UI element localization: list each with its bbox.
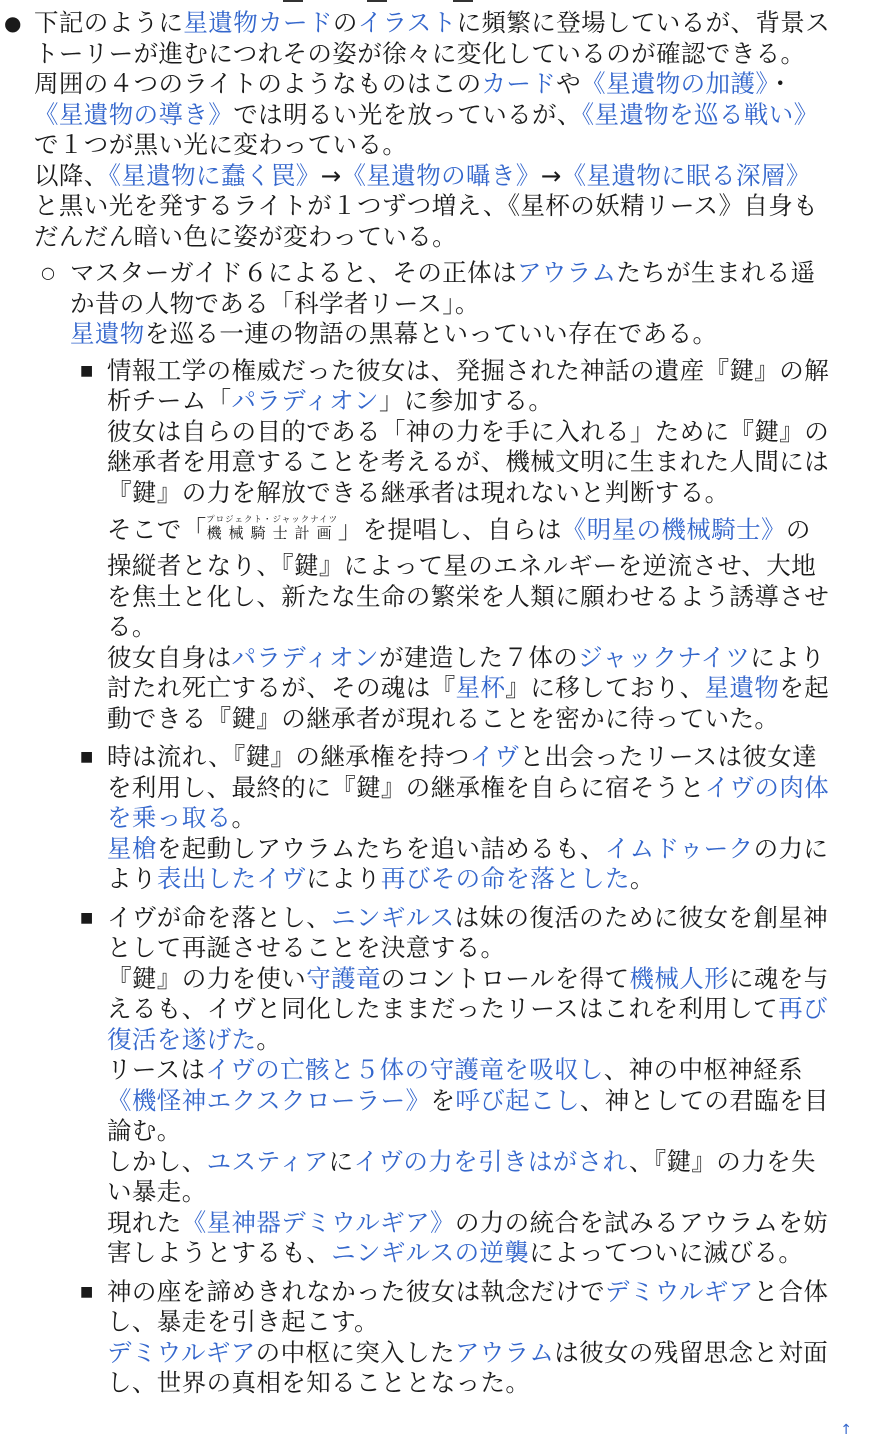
- link-card-kago[interactable]: 《星遺物の加護》: [581, 69, 769, 98]
- link-card[interactable]: カード: [481, 69, 557, 98]
- text-line: し、世界の真相を知ることとなった。: [107, 1368, 531, 1397]
- text-line: 星槍を起動しアウラムたちを追い詰めるも、イムドゥークの力に: [107, 833, 829, 863]
- text-line: 継承者を用意することを考えるが、機械文明に生まれた人間には: [107, 447, 830, 476]
- text-line: い暴走。: [107, 1177, 207, 1206]
- text-line: か昔の人物である「科学者リース」。: [70, 288, 480, 318]
- link-auram[interactable]: アウラム: [516, 258, 617, 287]
- link-seiibutsu-card[interactable]: 星遺物カード: [183, 8, 333, 37]
- link-seiibutsu[interactable]: 星遺物: [70, 319, 145, 348]
- text-line: 害しようとするも、ニンギルスの逆襲によってついに滅びる。: [107, 1238, 804, 1267]
- link-palladion[interactable]: パラディオン: [231, 386, 379, 415]
- clipped-fragment: [367, 0, 387, 2]
- link-seihai[interactable]: 星杯: [455, 673, 506, 702]
- link-futatabi-inochi[interactable]: 再びその命を落とした: [380, 864, 630, 893]
- link-shugoryu[interactable]: 守護竜: [306, 963, 381, 993]
- link-card-sasayaki[interactable]: 《星遺物の囁き》: [341, 160, 541, 190]
- link-demiurgia[interactable]: デミウルギア: [605, 1276, 754, 1306]
- text-line: えるも、イヴと同化したままだったリースはこれを利用して再び: [107, 994, 828, 1023]
- text-line: 『鍵』の力を使い守護竜のコントロールを得て機械人形に魂を与: [107, 963, 829, 993]
- clipped-fragment: [453, 0, 473, 2]
- text-line: デミウルギアの中枢に突入したアウラムは彼女の残留思念と対面: [107, 1337, 829, 1367]
- sub-bullet-item-2: [0, 742, 876, 895]
- link-imduk[interactable]: イムドゥーク: [604, 833, 754, 863]
- text-line: マスターガイド６によると、その正体はアウラムたちが生まれる遥: [70, 258, 816, 287]
- text-line: 析チーム「パラディオン」に参加する。: [107, 386, 554, 415]
- sub-bullet-item-1: [0, 356, 876, 735]
- link-eve-chikara[interactable]: イヴの力を引きはがされ: [353, 1146, 629, 1176]
- text-line: を利用し、最終的に『鍵』の継承権を自らに宿そうとイヴの肉体: [107, 772, 830, 802]
- sub-bullet-item-3: [0, 903, 876, 1269]
- link-eve-body-cont[interactable]: を乗っ取る: [107, 803, 232, 832]
- link-kikai-ningyo[interactable]: 機械人形: [629, 963, 730, 993]
- text-line: 情報工学の権威だった彼女は、発掘された神話の遺産『鍵』の解: [107, 355, 830, 385]
- link-illust[interactable]: イラスト: [357, 8, 457, 37]
- text-line: イヴが命を落とし、ニンギルスは妹の復活のために彼女を創星神: [107, 902, 829, 932]
- link-myojo-kikai-kishi[interactable]: 《明星の機械騎士》: [561, 515, 786, 544]
- square-bullet-icon: ■: [80, 1283, 94, 1300]
- link-card-michibiki[interactable]: 《星遺物の導き》: [34, 99, 234, 129]
- square-bullet-icon: ■: [80, 749, 94, 765]
- link-hyoshutsu-eve[interactable]: 表出したイヴ: [156, 864, 307, 893]
- bullet-item-2: [0, 258, 876, 350]
- text-line: 操縦者となり、『鍵』によって星のエネルギーを逆流させ、大地: [107, 551, 817, 580]
- link-kikaishin-excrawler[interactable]: 《機怪神エクスクローラー》: [107, 1085, 431, 1115]
- link-card-tatakai[interactable]: 《星遺物を巡る戦い》: [581, 99, 819, 129]
- text-line: 動できる『鍵』の継承者が現れることを密かに待っていた。: [107, 703, 780, 733]
- text-line: だんだん暗い色に姿が変わっている。: [34, 221, 458, 251]
- text-line: 《星遺物の導き》では明るい光を放っているが、《星遺物を巡る戦い》: [34, 99, 819, 129]
- text-line: を乗っ取る。: [107, 803, 257, 832]
- link-ningirsu-gyakushu[interactable]: ニンギルスの逆襲: [331, 1238, 530, 1267]
- text-line: 以降、《星遺物に蠢く罠》→《星遺物の囁き》→《星遺物に眠る深層》: [34, 160, 811, 190]
- link-eve-nakigara[interactable]: イヴの亡骸と５体の守護竜を吸収し: [205, 1055, 604, 1084]
- link-demiurgia[interactable]: デミウルギア: [107, 1337, 256, 1367]
- text-line: る。: [107, 612, 157, 641]
- link-palladion[interactable]: パラディオン: [231, 642, 379, 672]
- text-line: トーリーが進むにつれその姿が徐々に変化しているのが確認できる。: [34, 38, 806, 68]
- text-line: より表出したイヴにより再びその命を落とした。: [107, 864, 655, 893]
- text-line: 論む。: [107, 1116, 182, 1145]
- link-eve-body[interactable]: イヴの肉体: [704, 772, 830, 802]
- link-futatabi-fukkatsu-cont[interactable]: 復活を遂げた: [107, 1024, 257, 1054]
- text-line: で１つが黒い光に変わっている。: [34, 130, 408, 159]
- text-line: を焦土と化し、新たな生命の繁栄を人類に願わせるよう誘導させ: [107, 581, 830, 611]
- disc-bullet-icon: ●: [4, 11, 22, 35]
- text-line: 討たれ死亡するが、その魂は『星杯』に移しており、星遺物を起: [107, 673, 830, 702]
- text-line: 周囲の４つのライトのようなものはこのカードや《星遺物の加護》・: [34, 69, 793, 98]
- text-line: 彼女は自らの目的である「神の力を手に入れる」ために『鍵』の: [107, 416, 830, 446]
- link-ustia[interactable]: ユスティア: [206, 1146, 329, 1176]
- text-line: 下記のように星遺物カードのイラストに頻繁に登場しているが、背景ス: [34, 8, 831, 37]
- article-body: [0, 8, 876, 1399]
- link-seiibutsu[interactable]: 星遺物: [704, 673, 780, 702]
- circle-bullet-icon: ○: [41, 263, 55, 282]
- text-line: 《機怪神エクスクローラー》を呼び起こし、神としての君臨を目: [107, 1085, 829, 1115]
- text-line: そこで「機械騎士計画プロジェクト・ジャックナイツ 」を提唱し、自らは《明星の機械騎士》の: [107, 515, 811, 544]
- text-line: リースはイヴの亡骸と５体の守護竜を吸収し、神の中枢神経系: [107, 1055, 803, 1084]
- text-line: 星遺物を巡る一連の物語の黒幕といっていい存在である。: [70, 319, 718, 348]
- link-auram[interactable]: アウラム: [454, 1337, 555, 1367]
- link-yobiokoshi[interactable]: 呼び起こし: [455, 1085, 580, 1115]
- text-line: 彼女自身はパラディオンが建造した７体のジャックナイツにより: [107, 642, 825, 672]
- link-card-shinsou[interactable]: 《星遺物に眠る深層》: [561, 160, 811, 190]
- back-to-top-arrow-icon[interactable]: ↑: [840, 1422, 852, 1438]
- text-line: として再誕させることを決意する。: [107, 933, 506, 962]
- link-seisou[interactable]: 星槍: [107, 833, 157, 863]
- text-line: 『鍵』の力を解放できる継承者は現れないと判断する。: [107, 477, 730, 507]
- square-bullet-icon: ■: [80, 909, 94, 926]
- link-card-wana[interactable]: 《星遺物に蠢く罠》: [108, 160, 321, 190]
- square-bullet-icon: ■: [80, 362, 94, 379]
- link-eve[interactable]: イヴ: [469, 742, 520, 771]
- ruby-term: 機械騎士計画プロジェクト・ジャックナイツ: [206, 515, 339, 542]
- clipped-fragment: [283, 0, 303, 2]
- sub-bullet-item-4: [0, 1277, 876, 1399]
- link-demiurgia-card[interactable]: 《星神器デミウルギア》: [181, 1207, 455, 1237]
- link-ningirsu[interactable]: ニンギルス: [331, 902, 455, 932]
- text-line: し、暴走を引き起こす。: [107, 1307, 379, 1336]
- text-line: と黒い光を発するライトが１つずつ増え、《星杯の妖精リース》自身も: [34, 191, 819, 220]
- text-line: 神の座を諦めきれなかった彼女は執念だけでデミウルギアと合体: [107, 1276, 829, 1306]
- text-line: 現れた《星神器デミウルギア》の力の統合を試みるアウラムを妨: [107, 1207, 829, 1237]
- bullet-item-1: [0, 8, 876, 252]
- text-line: 復活を遂げた。: [107, 1024, 282, 1054]
- link-jackknights[interactable]: ジャックナイツ: [578, 642, 751, 672]
- link-futatabi-fukkatsu[interactable]: 再び: [778, 994, 828, 1023]
- text-line: 時は流れ、『鍵』の継承権を持つイヴと出会ったリースは彼女達: [107, 742, 818, 771]
- text-line: しかし、ユスティアにイヴの力を引きはがされ、『鍵』の力を失: [107, 1146, 816, 1176]
